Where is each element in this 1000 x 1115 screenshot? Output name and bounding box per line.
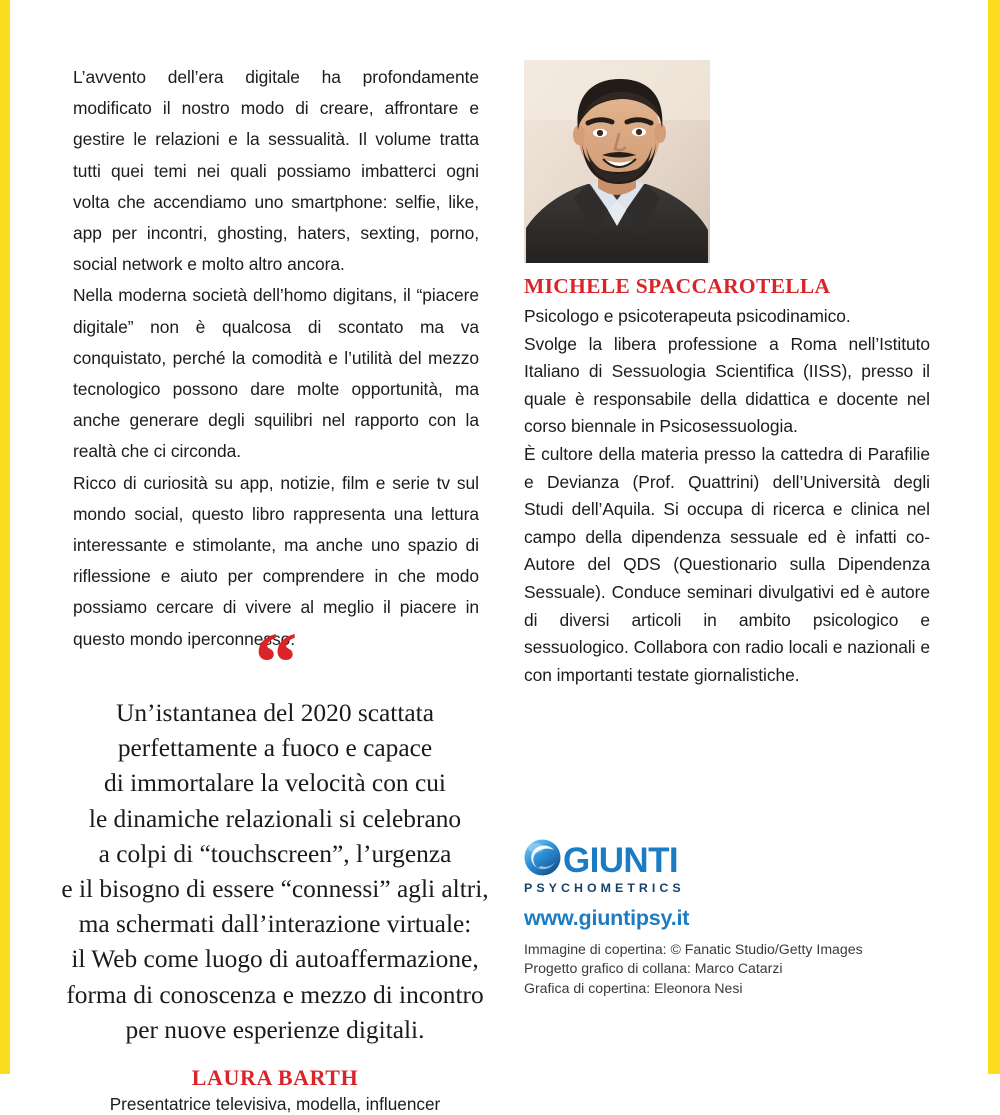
quote-line: le dinamiche relazionali si celebrano [88,804,462,833]
quote-mark-icon: “ [254,614,296,710]
author-bio-paragraph-3: È cultore della materia presso la cattedra di Parafilie e Devianza (Prof. Quattrini) dell’Università degli Studi dell’Aquila. Si occupa di ricerca e clinica nel campo della dipendenza sessuale ed è infatti co-Autore del QDS (Questionario sulla Dipendenza Sessuale). Conduce seminari divulgativi ed è autore di diversi articoli in ambito psicologico e sessuologico. Collabora con radio locali e nazionali e con importanti testate giornalistiche. [524,443,930,685]
cover-credits [524,940,863,998]
credit-series-design: Progetto grafico di collana: Marco Catarzi [524,960,783,977]
quote-line: perfettamente a fuoco e capace [117,734,433,763]
blurb-paragraph-1: L’avvento dell’era digitale ha profondamente modificato il nostro modo di creare, affrontare e gestire le relazioni e la sessualità. Il volume tratta tutti quei temi nei quali possiamo imbatterci ogni volta che accendiamo uno smartphone: selfie, like, app per incontri, ghosting, haters, sexting, porno, social network e molto altro ancora. [73,67,479,275]
quote-line: di immortalare la velocità con cui [104,769,446,798]
quote-author-name: LAURA BARTH [191,1065,359,1091]
credit-cover-image: Immagine di copertina: © Fanatic Studio/Getty Images [524,941,863,957]
quote-line: e il bisogno di essere “connessi” agli altri, [61,875,489,904]
pull-quote-text [60,690,490,1048]
author-name: MICHELE SPACCAROTELLA [524,274,831,298]
quote-author-role: Presentatrice televisiva, modella, influencer [109,1094,441,1115]
publisher-logo[interactable] [524,841,685,895]
author-bio-paragraph-2: Svolge la libera professione a Roma nell’Istituto Italiano di Sessuologia Scientifica (IISS), presso il quale è responsabile della didattica e docente nel corso biennale in Psicosessuologia. [524,333,930,437]
publisher-name: GIUNTI [563,840,679,880]
publisher-subtitle: PSYCHOMETRICS [524,881,685,895]
pull-quote [60,614,490,1115]
blurb-paragraph-2: Nella moderna società dell’homo digitans, il “piacere digitale” non è qualcosa di scontato ma va conquistato, perché la comodità e l’utilità del mezzo tecnologico possono dare molte opportunità, ma anche generare degli squilibri nel rapporto con la realtà che ci circonda. [73,285,479,462]
quote-line: il Web come luogo di autoaffermazione, [71,945,479,974]
quote-line: Un’istantanea del 2020 scattata [116,699,434,727]
author-portrait-photo [524,60,710,263]
right-edge-stripe [988,0,1000,1074]
author-bio-line-1: Psicologo e psicoterapeuta psicodinamico. [524,306,851,326]
quote-line: forma di conoscenza e mezzo di incontro [66,980,484,1009]
blurb-paragraph-3: Ricco di curiosità su app, notizie, film e serie tv sul mondo social, questo libro rappresenta una lettura interessante e stimolante, ma anche uno spazio di riflessione e aiuto per comprendere in che modo possiamo cercare di vivere al meglio il piacere in questo mondo iperconnesso. [73,472,479,649]
author-bio [524,274,930,689]
blurb-column [73,62,479,655]
credit-cover-graphics: Grafica di copertina: Eleonora Nesi [524,979,743,996]
quote-line: per nuove esperienze digitali. [125,1015,425,1044]
quote-line: ma schermati dall’interazione virtuale: [78,910,472,939]
left-edge-stripe [0,0,10,1074]
quote-line: a colpi di “touchscreen”, l’urgenza [98,839,452,868]
giunti-sphere-icon [524,839,561,881]
publisher-website-link[interactable]: www.giuntipsy.it [524,906,690,930]
